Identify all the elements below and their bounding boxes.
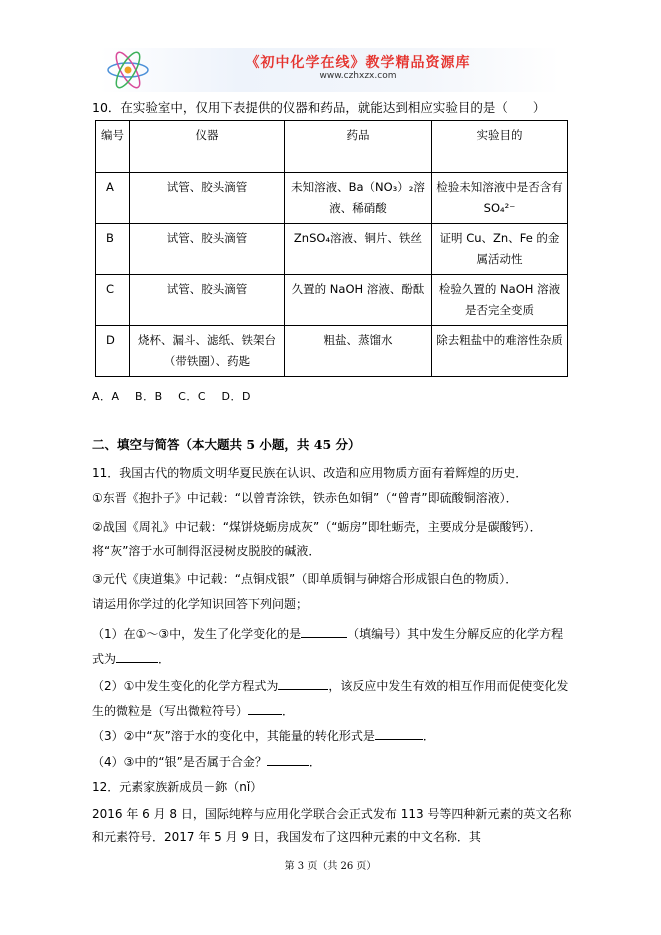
row-id: C — [96, 275, 130, 326]
answer-blank[interactable] — [375, 727, 423, 740]
section-2-title: 二、填空与简答（本大题共 5 小题，共 45 分） — [92, 437, 361, 452]
answer-blank[interactable] — [267, 753, 309, 766]
question-12-title: 12．元素家族新成员－鉨（nǐ） — [92, 780, 263, 794]
header-purpose: 实验目的 — [432, 121, 568, 173]
row-instrument: 烧杯、漏斗、滤纸、铁架台（带铁圈）、药匙 — [130, 326, 285, 377]
row-reagent: 未知溶液、Ba（NO₃）₂溶液、稀硝酸 — [285, 173, 432, 224]
question-10-table — [95, 120, 568, 377]
row-instrument: 试管、胶头滴管 — [130, 224, 285, 275]
row-purpose: 检验未知溶液中是否含有SO₄²⁻ — [432, 173, 568, 224]
table-header-row — [96, 121, 568, 173]
question-11-sub-2: （2）①中发生变化的化学方程式为 ，该反应中发生有效的相互作用而促使变化发生的微粒是（写出微粒符号） ． — [92, 679, 569, 718]
sub-2-text-a: （2）①中发生变化的化学方程式为 — [92, 679, 279, 693]
header-reagent: 药品 — [285, 121, 432, 173]
answer-blank[interactable] — [116, 650, 158, 663]
sub-4-text: （4）③中的“银”是否属于合金？ — [92, 755, 267, 769]
question-11-sub-1: （1）在①～③中，发生了化学变化的是 （填编号）其中发生分解反应的化学方程式为 ． — [92, 627, 564, 666]
banner-title: 《初中化学在线》教学精品资源库 — [245, 55, 471, 71]
row-purpose: 检验久置的 NaOH 溶液是否完全变质 — [432, 275, 568, 326]
question-10-options: A．A B．B C．C D．D — [92, 390, 251, 403]
question-11-item-3: ③元代《庚道集》中记载：“点铜戍银”（即单质铜与砷熔合形成银白色的物质）． — [92, 572, 518, 586]
row-reagent: 久置的 NaOH 溶液、酚酞 — [285, 275, 432, 326]
banner-url: www.czhxzx.com — [319, 71, 397, 81]
header-instrument: 仪器 — [130, 121, 285, 173]
question-11-prompt: 请运用你学过的化学知识回答下列问题； — [92, 597, 309, 611]
row-reagent: 粗盐、蒸馏水 — [285, 326, 432, 377]
table-row — [96, 173, 568, 224]
atom-logo-icon — [104, 50, 152, 90]
answer-blank[interactable] — [278, 677, 328, 690]
row-id: A — [96, 173, 130, 224]
question-12-body: 2016 年 6 月 8 日，国际纯粹与应用化学联合会正式发布 113 号等四种新元素的英文名称和元素符号．2017 年 5 月 9 日，我国发布了这四种元素的中文名称．其 — [92, 807, 572, 844]
table-row — [96, 275, 568, 326]
row-purpose: 证明 Cu、Zn、Fe 的金属活动性 — [432, 224, 568, 275]
question-11-item-1: ①东晋《抱扑子》中记载：“以曾青涂铁，铁赤色如铜”（“曾青”即硫酸铜溶液）． — [92, 491, 518, 505]
question-11-sub-3: （3）②中“灰”溶于水的变化中，其能量的转化形式是 ． — [92, 729, 435, 743]
row-purpose: 除去粗盐中的难溶性杂质 — [432, 326, 568, 377]
page-footer: 第 3 页（共 26 页） — [284, 861, 377, 872]
sub-3-text: （3）②中“灰”溶于水的变化中，其能量的转化形式是 — [92, 729, 375, 743]
question-11-sub-4: （4）③中的“银”是否属于合金？ ． — [92, 755, 321, 769]
sub-2-text-b: ，该反应中发生有效的相互作用而促使变化发生的微粒是（写出微粒符号） — [92, 679, 569, 718]
sub-1-text-a: （1）在①～③中，发生了化学变化的是 — [92, 627, 302, 641]
header-id: 编号 — [96, 121, 130, 173]
question-11-intro: 11．我国古代的物质文明华夏民族在认识、改造和应用物质方面有着辉煌的历史． — [92, 466, 528, 480]
row-instrument: 试管、胶头滴管 — [130, 173, 285, 224]
row-reagent: ZnSO₄溶液、铜片、铁丝 — [285, 224, 432, 275]
answer-blank[interactable] — [248, 702, 282, 715]
question-10-stem: 10．在实验室中，仅用下表提供的仪器和药品，就能达到相应实验目的是（ ） — [92, 100, 546, 115]
question-11-item-2: ②战国《周礼》中记载：“煤饼烧蛎房成灰”（“蛎房”即牡蛎壳，主要成分是碳酸钙）．将“灰”溶于水可制得沤浸树皮脱胶的碱液． — [92, 520, 542, 558]
table-row — [96, 224, 568, 275]
row-id: B — [96, 224, 130, 275]
row-id: D — [96, 326, 130, 377]
table-row — [96, 326, 568, 377]
answer-blank[interactable] — [301, 625, 347, 638]
row-instrument: 试管、胶头滴管 — [130, 275, 285, 326]
sub-1-text-b: （填编号）其中发生分解反应的化学方程式为 — [92, 627, 564, 666]
